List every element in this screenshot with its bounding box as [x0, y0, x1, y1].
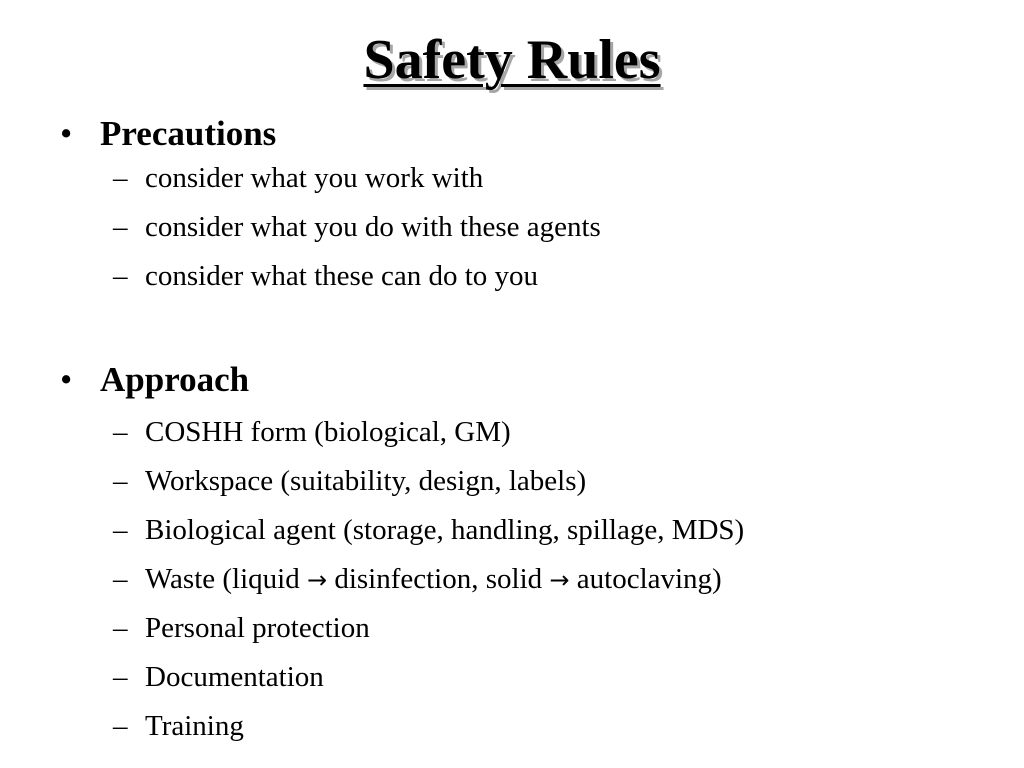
dash-icon: –: [113, 162, 128, 194]
list-item-text: consider what you do with these agents: [145, 211, 601, 243]
right-arrow-icon: →: [306, 566, 328, 594]
list-item-text: Training: [145, 710, 244, 742]
list-item: [113, 464, 586, 498]
list-item-text: COSHH form (biological, GM): [145, 416, 511, 448]
list-item: [113, 611, 370, 645]
list-item-text: Biological agent (storage, handling, spillage, MDS): [145, 514, 745, 546]
list-item: [113, 259, 538, 293]
list-item: [113, 709, 244, 743]
list-item: [113, 210, 601, 244]
list-item-text: consider what these can do to you: [145, 260, 539, 292]
bullet-icon: •: [60, 360, 73, 399]
section-heading-approach: [60, 360, 249, 400]
bullet-icon: •: [60, 114, 73, 153]
dash-icon: –: [113, 260, 128, 292]
section-heading-label: Precautions: [100, 114, 277, 153]
dash-icon: –: [113, 514, 128, 546]
section-heading-precautions: [60, 114, 276, 154]
list-item-waste: [113, 562, 722, 597]
dash-icon: –: [113, 612, 128, 644]
list-item: [113, 415, 511, 449]
right-arrow-icon: →: [549, 566, 570, 594]
dash-icon: –: [113, 465, 128, 497]
waste-end-text: autoclaving): [576, 563, 722, 595]
list-item: [113, 161, 483, 195]
dash-icon: –: [113, 710, 128, 742]
dash-icon: –: [113, 661, 128, 693]
list-item-text: Documentation: [145, 661, 324, 693]
dash-icon: –: [113, 416, 128, 448]
list-item-text: consider what you work with: [145, 162, 484, 194]
list-item-text: Personal protection: [145, 612, 370, 644]
dash-icon: –: [113, 563, 128, 595]
waste-middle-text: disinfection, solid: [334, 563, 543, 595]
waste-label: Waste (liquid: [145, 563, 300, 595]
list-item: [113, 660, 324, 694]
dash-icon: –: [113, 211, 128, 243]
list-item-text: Workspace (suitability, design, labels): [145, 465, 587, 497]
slide-title: Safety Rules: [363, 29, 661, 91]
section-heading-label: Approach: [100, 360, 250, 399]
list-item: [113, 513, 744, 547]
